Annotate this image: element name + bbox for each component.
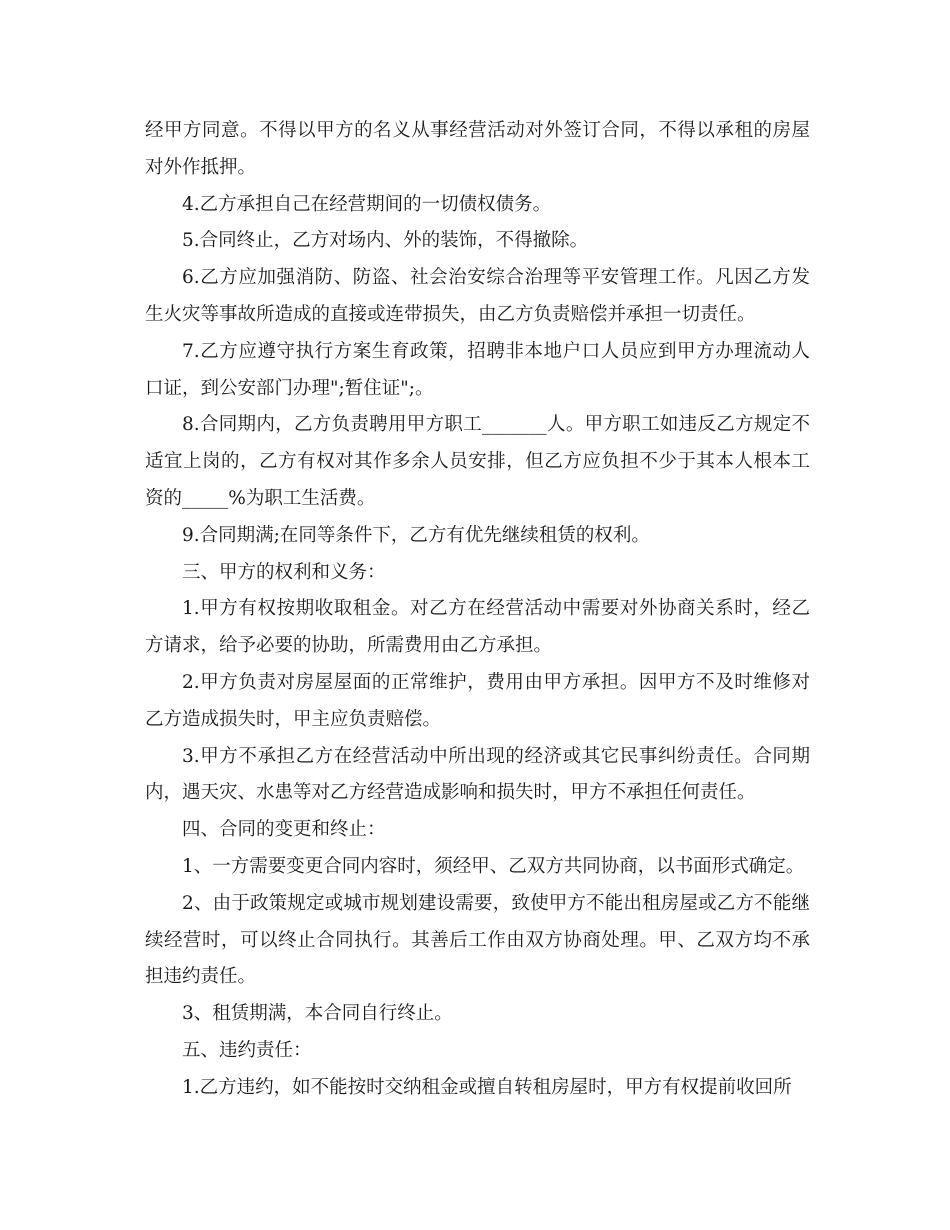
paragraph: 8.合同期内，乙方负责聘用甲方职工_______人。甲方职工如违反乙方规定不适宜上岗的，乙方有权对其作多余人员安排，但乙方应负担不少于其本人根本工资的_____%为职工生活费。 [145,414,810,509]
paragraph: 1.乙方违约，如不能按时交纳租金或擅自转租房屋时，甲方有权提前收回所 [182,1076,792,1098]
document-body [145,113,810,1107]
paragraph: 7.乙方应遵守执行方案生育政策，招聘非本地户口人员应到甲方办理流动人口证，到公安部门办理";暂住证";。 [145,340,810,399]
paragraph: 经甲方同意。不得以甲方的名义从事经营活动对外签订合同，不得以承租的房屋对外作抵押。 [145,120,810,178]
paragraph: 1.甲方有权按期收取租金。对乙方在经营活动中需要对外协商关系时，经乙方请求，给予必要的协助，所需费用由乙方承担。 [145,598,810,657]
paragraph: 9.合同期满;在同等条件下，乙方有优先继续租赁的权利。 [182,524,650,546]
paragraph: 4.乙方承担自己在经营期间的一切债权债务。 [182,193,552,215]
paragraph: 3.甲方不承担乙方在经营活动中所出现的经济或其它民事纠纷责任。合同期内，遇天灾、水患等对乙方经营造成影响和损失时，甲方不承担任何责任。 [145,745,810,804]
paragraph: 5.合同终止，乙方对场内、外的装饰，不得撤除。 [182,230,589,252]
section-heading: 四、合同的变更和终止： [182,819,386,841]
section-heading: 三、甲方的权利和义务： [182,561,386,583]
paragraph: 3、租赁期满，本合同自行终止。 [182,1003,453,1025]
paragraph: 1、一方需要变更合同内容时，须经甲、乙双方共同协商，以书面形式确定。 [182,855,805,877]
paragraph: 6.乙方应加强消防、防盗、社会治安综合治理等平安管理工作。凡因乙方发生火灾等事故所造成的直接或连带损失，由乙方负责赔偿并承担一切责任。 [145,267,810,325]
paragraph: 2、由于政策规定或城市规划建设需要，致使甲方不能出租房屋或乙方不能继续经营时，可以终止合同执行。其善后工作由双方协商处理。甲、乙双方均不承担违约责任。 [145,892,810,988]
section-heading: 五、违约责任： [182,1039,312,1061]
paragraph: 2.甲方负责对房屋屋面的正常维护，费用由甲方承担。因甲方不及时维修对乙方造成损失时，甲主应负责赔偿。 [145,671,810,730]
